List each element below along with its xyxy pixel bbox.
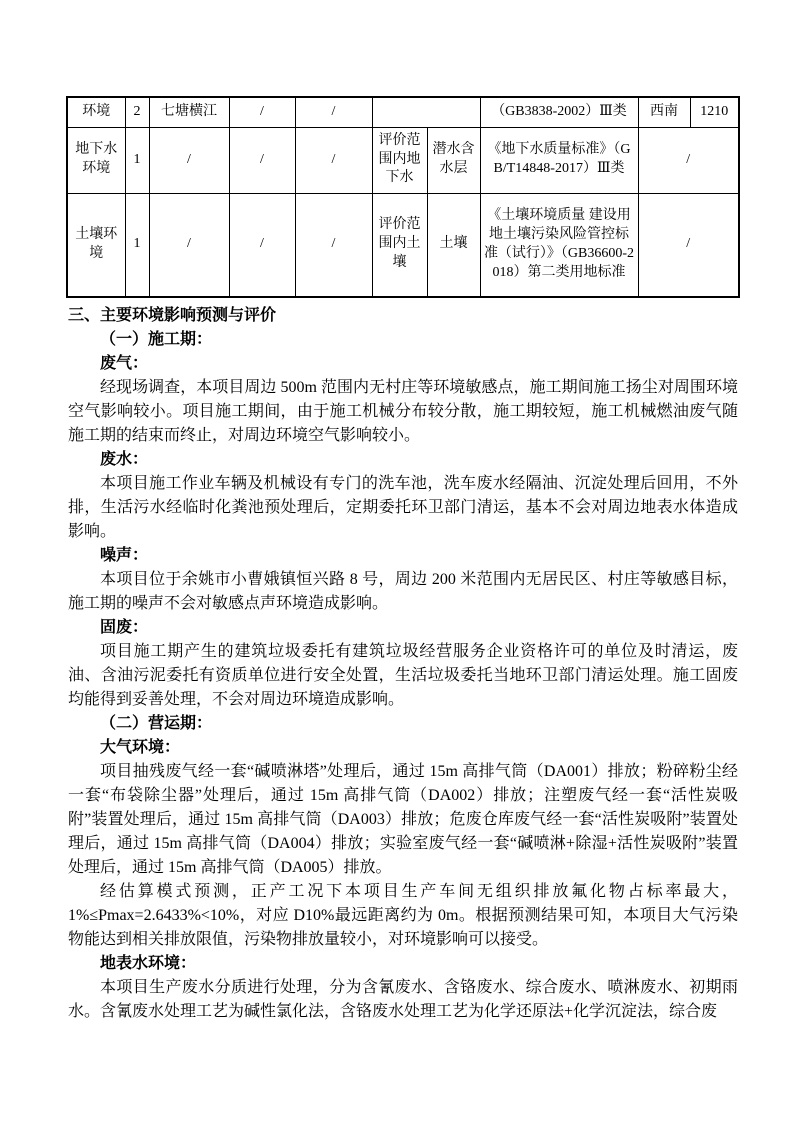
cell-slash: /	[295, 97, 372, 127]
cell-type: 土壤	[427, 193, 480, 297]
cell-direction-distance-merged: /	[638, 127, 739, 193]
gas-label: 废气：	[100, 355, 149, 372]
environment-standards-table	[66, 96, 740, 298]
air-environment-paragraph-1: 项目抽残废气经一套“碱喷淋塔”处理后，通过 15m 高排气筒（DA001）排放；粉碎粉尘经一套“布袋除尘器”处理后，通过 15m 高排气筒（DA002）排放；注塑废气经一套“活性炭吸附”装置处理后，通过 15m 高排气筒（DA003）排放；危废仓库废气经一套“活性炭吸附”装置处理后，通过 15m 高排气筒（DA004）排放；实验室废气经一套“碱喷淋+除湿+活性炭吸附”装置处理后，通过 15m 高排气筒（DA005）排放。	[68, 763, 738, 876]
cell-slash: /	[229, 127, 295, 193]
cell-type: 潜水含水层	[427, 127, 480, 193]
wastewater-paragraph: 本项目施工作业车辆及机械设有专门的洗车池，洗车废水经隔油、沉淀处理后回用，不外排，生活污水经临时化粪池预处理后，定期委托环卫部门清运，基本不会对周边地表水体造成影响。	[68, 475, 738, 540]
solid-waste-label: 固废：	[100, 619, 149, 636]
cell-scope: 评价范围内地下水	[372, 127, 427, 193]
table-row-surface-water	[67, 97, 739, 127]
noise-label: 噪声：	[100, 547, 149, 564]
cell-count: 1	[125, 127, 149, 193]
gas-paragraph: 经现场调查，本项目周边 500m 范围内无村庄等环境敏感点，施工期间施工扬尘对周围环境空气影响较小。项目施工期间，由于施工机械分布较分散，施工期较短，施工机械燃油废气随施工期的结束而终止，对周边环境空气影响较小。	[68, 379, 738, 444]
cell-scope: 评价范围内土壤	[372, 193, 427, 297]
solid-waste-paragraph: 项目施工期产生的建筑垃圾委托有建筑垃圾经营服务企业资格许可的单位及时清运，废油、含油污泥委托有资质单位进行安全处置，生活垃圾委托当地环卫部门清运处理。施工固废均能得到妥善处理，不会对周边环境造成影响。	[68, 643, 738, 708]
cell-category: 地下水环境	[67, 127, 125, 193]
air-environment-paragraph-2: 经估算模式预测，正产工况下本项目生产车间无组织排放氟化物占标率最大， 1%≤Pmax=2.6433%<10%，对应 D10%最远距离约为 0m。根据预测结果可知，本项目大气污染物能达到相关排放限值，污染物排放量较小，对环境影响可以接受。	[68, 883, 738, 948]
cell-standard: （GB3838-2002）Ⅲ类	[480, 97, 638, 127]
cell-standard: 《地下水质量标准》（GB/T14848-2017）Ⅲ类	[480, 127, 638, 193]
wastewater-label: 废水：	[100, 451, 149, 468]
cell-slash: /	[295, 127, 372, 193]
cell-slash: /	[295, 193, 372, 297]
cell-category: 土壤环境	[67, 193, 125, 297]
cell-scope-type-merged	[372, 97, 480, 127]
cell-direction-distance-merged: /	[638, 193, 739, 297]
cell-count: 1	[125, 193, 149, 297]
cell-name: /	[149, 127, 229, 193]
cell-direction: 西南	[638, 97, 690, 127]
table-row-groundwater	[67, 127, 739, 193]
surface-water-label: 地表水环境：	[100, 955, 197, 972]
cell-category: 环境	[67, 97, 125, 127]
cell-name: 七塘横江	[149, 97, 229, 127]
cell-slash: /	[229, 97, 295, 127]
section-heading-main: 三、主要环境影响预测与评价	[68, 307, 277, 324]
cell-slash: /	[229, 193, 295, 297]
operation-period-heading: （二）营运期：	[100, 715, 213, 732]
cell-standard: 《土壤环境质量 建设用地土壤污染风险管控标准（试行）》（GB36600-2018）第二类用地标准	[480, 193, 638, 297]
surface-water-paragraph: 本项目生产废水分质进行处理，分为含氰废水、含铬废水、综合废水、喷淋废水、初期雨水。含氰废水处理工艺为碱性氯化法，含铬废水处理工艺为化学还原法+化学沉淀法，综合废	[68, 979, 738, 1020]
noise-paragraph: 本项目位于余姚市小曹娥镇恒兴路 8 号，周边 200 米范围内无居民区、村庄等敏感目标，施工期的噪声不会对敏感点声环境造成影响。	[68, 571, 738, 612]
cell-name: /	[149, 193, 229, 297]
document-body	[68, 304, 738, 1024]
cell-count: 2	[125, 97, 149, 127]
table-row-soil	[67, 193, 739, 297]
air-environment-label: 大气环境：	[100, 739, 181, 756]
cell-distance: 1210	[690, 97, 739, 127]
construction-period-heading: （一）施工期：	[100, 331, 213, 348]
